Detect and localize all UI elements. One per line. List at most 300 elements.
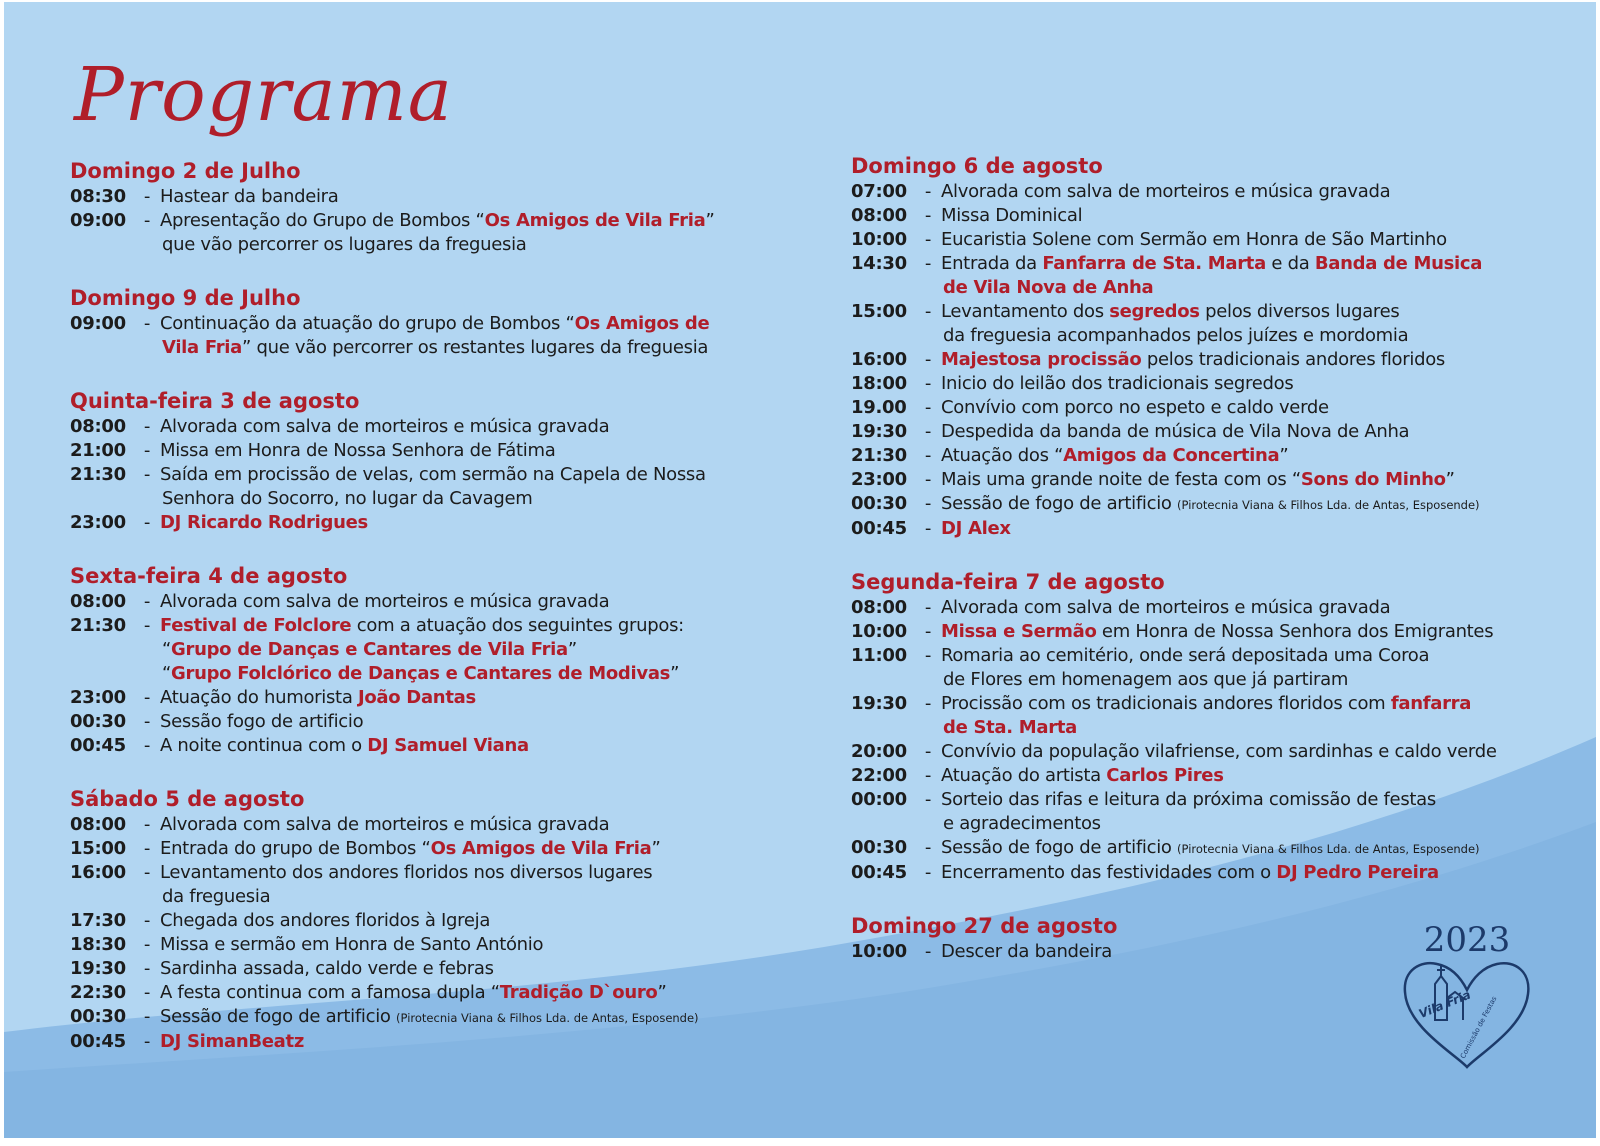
event-row (70, 813, 810, 837)
event-dash: - (924, 421, 932, 442)
event-line (160, 233, 714, 257)
event-line (941, 836, 1480, 861)
event-dash: - (924, 789, 932, 810)
event-line (160, 686, 476, 710)
event-line (941, 764, 1224, 788)
event-dash: - (924, 941, 932, 962)
event-line (160, 957, 494, 981)
event-time: 19:30 (851, 693, 907, 714)
event-dash: - (143, 934, 151, 955)
event-dash: - (924, 229, 932, 250)
event-dash: - (143, 982, 151, 1003)
logo-name: Vila Fria (1416, 987, 1473, 1021)
event-row (70, 1030, 810, 1054)
event-time: 16:00 (70, 862, 126, 883)
event-time: 10:00 (851, 941, 907, 962)
highlight-text: Majestosa procissão (941, 349, 1142, 370)
fine-print: (Pirotecnia Viana & Filhos Lda. de Antas, Esposende) (396, 1011, 699, 1025)
event-text: Alvorada com salva de morteiros e música gravada (160, 416, 610, 437)
event-time: 00:45 (70, 735, 126, 756)
event-text: Continuação da atuação do grupo de Bombos “ (160, 313, 575, 334)
event-dash: - (924, 597, 932, 618)
event-text: Chegada dos andores floridos à Igreja (160, 910, 491, 931)
event-line (160, 312, 709, 336)
event-dash: - (143, 440, 151, 461)
event-time: 20:00 (851, 741, 907, 762)
event-line (160, 710, 363, 734)
event-description (939, 492, 1480, 517)
highlight-text: Vila Fria (162, 337, 243, 358)
event-text: A festa continua com a famosa dupla “ (160, 982, 500, 1003)
event-description (939, 420, 1409, 444)
event-dash: - (924, 862, 932, 883)
highlight-text: Carlos Pires (1106, 765, 1224, 786)
event-time: 16:00 (851, 349, 907, 370)
event-text: Missa e sermão em Honra de Santo António (160, 934, 544, 955)
event-line (941, 861, 1439, 885)
highlight-text: de Sta. Marta (943, 717, 1077, 738)
event-line (160, 614, 684, 638)
event-description (158, 933, 543, 957)
event-line (941, 180, 1390, 204)
event-line (160, 837, 660, 861)
event-row (851, 861, 1591, 885)
event-row (70, 590, 810, 614)
event-row (70, 511, 810, 535)
event-row (851, 644, 1591, 692)
day-title: Domingo 2 de Julho (70, 159, 301, 183)
event-row (70, 837, 810, 861)
event-line (941, 692, 1471, 716)
event-description (158, 614, 684, 686)
event-row (851, 372, 1591, 396)
event-text: Senhora do Socorro, no lugar da Cavagem (162, 488, 533, 509)
event-dash: - (924, 621, 932, 642)
day-title: Domingo 6 de agosto (851, 154, 1103, 178)
event-description (158, 185, 339, 209)
event-text: Inicio do leilão dos tradicionais segredos (941, 373, 1294, 394)
event-time: 19:30 (851, 421, 907, 442)
event-text: Alvorada com salva de morteiros e música gravada (941, 181, 1391, 202)
event-row (851, 444, 1591, 468)
event-dash: - (143, 862, 151, 883)
event-row (70, 463, 810, 511)
event-description (158, 415, 609, 439)
event-dash: - (924, 373, 932, 394)
event-row (851, 420, 1591, 444)
event-description (939, 861, 1439, 885)
event-row (851, 692, 1591, 740)
event-text: “ (162, 663, 172, 684)
event-dash: - (924, 253, 932, 274)
event-dash: - (143, 313, 151, 334)
event-dash: - (143, 711, 151, 732)
event-text: Missa Dominical (941, 205, 1083, 226)
event-dash: - (143, 210, 151, 231)
event-row (70, 312, 810, 360)
highlight-text: Grupo Folclórico de Danças e Cantares de Modivas (171, 663, 671, 684)
day-title: Quinta-feira 3 de agosto (70, 389, 360, 413)
event-description (158, 957, 494, 981)
highlight-text: segredos (1109, 301, 1200, 322)
event-dash: - (143, 958, 151, 979)
event-description (158, 909, 490, 933)
event-time: 00:30 (70, 711, 126, 732)
event-text: Entrada da (941, 253, 1043, 274)
event-description (939, 517, 1011, 541)
event-line (160, 981, 667, 1005)
event-text: Entrada do grupo de Bombos “ (160, 838, 431, 859)
event-text: Sessão fogo de artificio (160, 711, 364, 732)
event-text: pelos tradicionais andores floridos (1141, 349, 1445, 370)
event-description (939, 348, 1445, 372)
highlight-text: DJ Pedro Pereira (1276, 862, 1439, 883)
event-time: 00:45 (851, 862, 907, 883)
highlight-text: Os Amigos de Vila Fria (430, 838, 652, 859)
page-title: Programa (74, 52, 453, 138)
event-row (851, 620, 1591, 644)
event-time: 15:00 (70, 838, 126, 859)
event-line (160, 1005, 699, 1030)
event-line (160, 813, 609, 837)
event-text: Descer da bandeira (941, 941, 1112, 962)
event-line (160, 415, 609, 439)
event-dash: - (924, 741, 932, 762)
highlight-text: Os Amigos de Vila Fria (484, 210, 706, 231)
event-dash: - (143, 838, 151, 859)
event-text: Saída em procissão de velas, com sermão na Capela de Nossa (160, 464, 706, 485)
event-dash: - (143, 512, 151, 533)
event-text: Convívio com porco no espeto e caldo verde (941, 397, 1329, 418)
event-time: 18:30 (70, 934, 126, 955)
event-text: e da (1265, 253, 1315, 274)
event-description (939, 396, 1329, 420)
event-time: 08:00 (851, 597, 907, 618)
event-row (70, 209, 810, 257)
event-dash: - (924, 181, 932, 202)
event-time: 07:00 (851, 181, 907, 202)
event-description (158, 734, 529, 758)
event-line (941, 788, 1436, 812)
event-dash: - (924, 349, 932, 370)
event-time: 23:00 (70, 512, 126, 533)
event-row (70, 734, 810, 758)
highlight-text: Fanfarra de Sta. Marta (1042, 253, 1266, 274)
event-text: e agradecimentos (943, 813, 1101, 834)
event-time: 23:00 (70, 687, 126, 708)
event-dash: - (924, 837, 932, 858)
event-text: Sessão de fogo de artificio (941, 837, 1178, 858)
event-time: 09:00 (70, 313, 126, 334)
event-line (941, 276, 1482, 300)
day-section (70, 387, 810, 535)
event-row (70, 981, 810, 1005)
event-time: 08:00 (70, 416, 126, 437)
event-line (160, 590, 609, 614)
event-text: ” (651, 838, 661, 859)
day-section (851, 568, 1591, 885)
event-row (70, 909, 810, 933)
event-text: Eucaristia Solene com Sermão em Honra de São Martinho (941, 229, 1447, 250)
event-text: pelos diversos lugares (1199, 301, 1400, 322)
event-time: 10:00 (851, 621, 907, 642)
event-dash: - (924, 493, 932, 514)
event-text: Despedida da banda de música de Vila Nova de Anha (941, 421, 1410, 442)
event-text: Procissão com os tradicionais andores floridos com (941, 693, 1391, 714)
event-time: 19:30 (70, 958, 126, 979)
event-text: com a atuação dos seguintes grupos: (351, 615, 684, 636)
event-description (939, 228, 1447, 252)
event-line (941, 620, 1493, 644)
event-line (941, 812, 1436, 836)
event-description (939, 596, 1390, 620)
highlight-text: Grupo de Danças e Cantares de Vila Fria (171, 639, 568, 660)
logo-subtitle: Comissão de Festas (1458, 995, 1499, 1060)
event-row (851, 204, 1591, 228)
event-line (160, 885, 652, 909)
event-row (70, 614, 810, 686)
event-line (941, 444, 1288, 468)
day-title: Sexta-feira 4 de agosto (70, 564, 348, 588)
event-line (941, 372, 1293, 396)
event-line (941, 348, 1445, 372)
fine-print: (Pirotecnia Viana & Filhos Lda. de Antas, Esposende) (1177, 498, 1480, 512)
event-text: Alvorada com salva de morteiros e música gravada (941, 597, 1391, 618)
event-text: Sardinha assada, caldo verde e febras (160, 958, 494, 979)
event-description (939, 468, 1455, 492)
event-description (939, 180, 1390, 204)
event-text: Levantamento dos (941, 301, 1110, 322)
event-line (941, 668, 1429, 692)
event-row (851, 740, 1591, 764)
event-dash: - (143, 814, 151, 835)
event-text: ” que vão percorrer os restantes lugares da freguesia (242, 337, 709, 358)
event-description (939, 204, 1082, 228)
event-dash: - (143, 416, 151, 437)
highlight-text: de Vila Nova de Anha (943, 277, 1154, 298)
event-text: Sorteio das rifas e leitura da próxima comissão de festas (941, 789, 1436, 810)
event-line (160, 734, 529, 758)
event-description (939, 372, 1293, 396)
highlight-text: Festival de Folclore (160, 615, 352, 636)
event-description (158, 463, 706, 511)
event-dash: - (924, 518, 932, 539)
event-time: 18:00 (851, 373, 907, 394)
event-dash: - (924, 469, 932, 490)
event-time: 08:30 (70, 186, 126, 207)
event-text: ” (567, 639, 577, 660)
event-dash: - (143, 1006, 151, 1027)
event-description (939, 620, 1493, 644)
event-line (941, 492, 1480, 517)
event-time: 11:00 (851, 645, 907, 666)
day-section (70, 785, 810, 1054)
event-text: ” (657, 982, 667, 1003)
event-text: ” (1279, 445, 1289, 466)
event-line (160, 185, 339, 209)
event-line (160, 336, 709, 360)
event-line (160, 439, 555, 463)
event-line (160, 638, 684, 662)
event-description (158, 981, 667, 1005)
event-text: Sessão de fogo de artificio (160, 1006, 397, 1027)
event-row (70, 933, 810, 957)
event-time: 00:45 (851, 518, 907, 539)
event-description (158, 837, 660, 861)
day-section (70, 157, 810, 257)
event-text: Romaria ao cemitério, onde será depositada uma Coroa (941, 645, 1430, 666)
day-section (70, 284, 810, 360)
event-line (160, 1030, 304, 1054)
event-time: 21:00 (70, 440, 126, 461)
event-time: 08:00 (70, 591, 126, 612)
event-row (851, 788, 1591, 836)
event-text: da freguesia (162, 886, 271, 907)
event-description (939, 764, 1224, 788)
highlight-text: DJ SimanBeatz (160, 1031, 305, 1052)
event-line (941, 252, 1482, 276)
event-row (851, 348, 1591, 372)
event-row (851, 396, 1591, 420)
event-row (70, 185, 810, 209)
event-line (160, 933, 543, 957)
event-text: “ (162, 639, 172, 660)
event-dash: - (924, 397, 932, 418)
event-line (160, 209, 714, 233)
event-line (941, 596, 1390, 620)
event-line (941, 517, 1011, 541)
event-description (158, 590, 609, 614)
event-time: 17:30 (70, 910, 126, 931)
event-line (941, 940, 1112, 964)
event-description (939, 444, 1288, 468)
event-time: 23:00 (851, 469, 907, 490)
highlight-text: Tradição D`ouro (499, 982, 658, 1003)
event-dash: - (143, 910, 151, 931)
event-time: 00:30 (70, 1006, 126, 1027)
event-dash: - (924, 205, 932, 226)
event-line (941, 644, 1429, 668)
event-text: Atuação do artista (941, 765, 1107, 786)
event-row (851, 492, 1591, 517)
left-column (70, 157, 810, 1081)
event-time: 15:00 (851, 301, 907, 322)
event-dash: - (924, 693, 932, 714)
event-time: 10:00 (851, 229, 907, 250)
event-line (941, 420, 1409, 444)
event-time: 08:00 (851, 205, 907, 226)
event-description (939, 836, 1480, 861)
event-row (851, 300, 1591, 348)
event-description (939, 788, 1436, 836)
event-row (70, 957, 810, 981)
program-page (4, 2, 1596, 1138)
right-column (851, 152, 1591, 991)
event-time: 19.00 (851, 397, 907, 418)
event-text: Hastear da bandeira (160, 186, 339, 207)
event-description (158, 511, 368, 535)
event-description (939, 692, 1471, 740)
highlight-text: Sons do Minho (1300, 469, 1446, 490)
event-text: ” (705, 210, 715, 231)
event-text: Atuação do humorista (160, 687, 358, 708)
event-dash: - (143, 591, 151, 612)
highlight-text: DJ Samuel Viana (367, 735, 529, 756)
event-text: Mais uma grande noite de festa com os “ (941, 469, 1301, 490)
event-time: 08:00 (70, 814, 126, 835)
event-description (158, 312, 709, 360)
event-time: 22:30 (70, 982, 126, 1003)
event-time: 00:30 (851, 837, 907, 858)
event-time: 21:30 (851, 445, 907, 466)
event-description (158, 209, 714, 257)
event-line (941, 204, 1082, 228)
event-dash: - (924, 301, 932, 322)
event-row (70, 439, 810, 463)
event-text: Apresentação do Grupo de Bombos “ (160, 210, 485, 231)
event-text: Alvorada com salva de morteiros e música gravada (160, 591, 610, 612)
event-text: que vão percorrer os lugares da freguesia (162, 234, 527, 255)
event-dash: - (143, 464, 151, 485)
event-text: Alvorada com salva de morteiros e música gravada (160, 814, 610, 835)
event-row (851, 596, 1591, 620)
event-text: ” (670, 663, 680, 684)
highlight-text: DJ Alex (941, 518, 1011, 539)
highlight-text: Os Amigos de (574, 313, 710, 334)
event-text: Convívio da população vilafriense, com sardinhas e caldo verde (941, 741, 1497, 762)
event-line (941, 300, 1408, 324)
event-row (70, 1005, 810, 1030)
event-line (160, 662, 684, 686)
event-description (158, 686, 476, 710)
event-line (160, 487, 706, 511)
event-row (851, 468, 1591, 492)
event-dash: - (924, 645, 932, 666)
day-title: Sábado 5 de agosto (70, 787, 305, 811)
event-row (851, 180, 1591, 204)
event-time: 21:30 (70, 615, 126, 636)
event-time: 00:45 (70, 1031, 126, 1052)
fine-print: (Pirotecnia Viana & Filhos Lda. de Antas, Esposende) (1177, 842, 1480, 856)
event-line (941, 716, 1471, 740)
event-text: de Flores em homenagem aos que já partiram (943, 669, 1349, 690)
event-text: Encerramento das festividades com o (941, 862, 1277, 883)
event-description (158, 861, 652, 909)
event-description (939, 940, 1112, 964)
event-line (941, 468, 1455, 492)
event-description (939, 300, 1408, 348)
event-text: da freguesia acompanhados pelos juízes e mordomia (943, 325, 1409, 346)
event-time: 09:00 (70, 210, 126, 231)
event-description (939, 740, 1497, 764)
event-row (70, 415, 810, 439)
highlight-text: fanfarra (1390, 693, 1472, 714)
event-description (158, 1030, 304, 1054)
event-line (941, 228, 1447, 252)
event-line (941, 396, 1329, 420)
event-row (70, 686, 810, 710)
highlight-text: Amigos da Concertina (1063, 445, 1280, 466)
event-row (851, 252, 1591, 300)
highlight-text: DJ Ricardo Rodrigues (160, 512, 368, 533)
event-line (160, 511, 368, 535)
event-line (160, 861, 652, 885)
event-description (939, 252, 1482, 300)
event-time: 00:00 (851, 789, 907, 810)
event-description (158, 813, 609, 837)
event-row (70, 861, 810, 909)
event-time: 21:30 (70, 464, 126, 485)
